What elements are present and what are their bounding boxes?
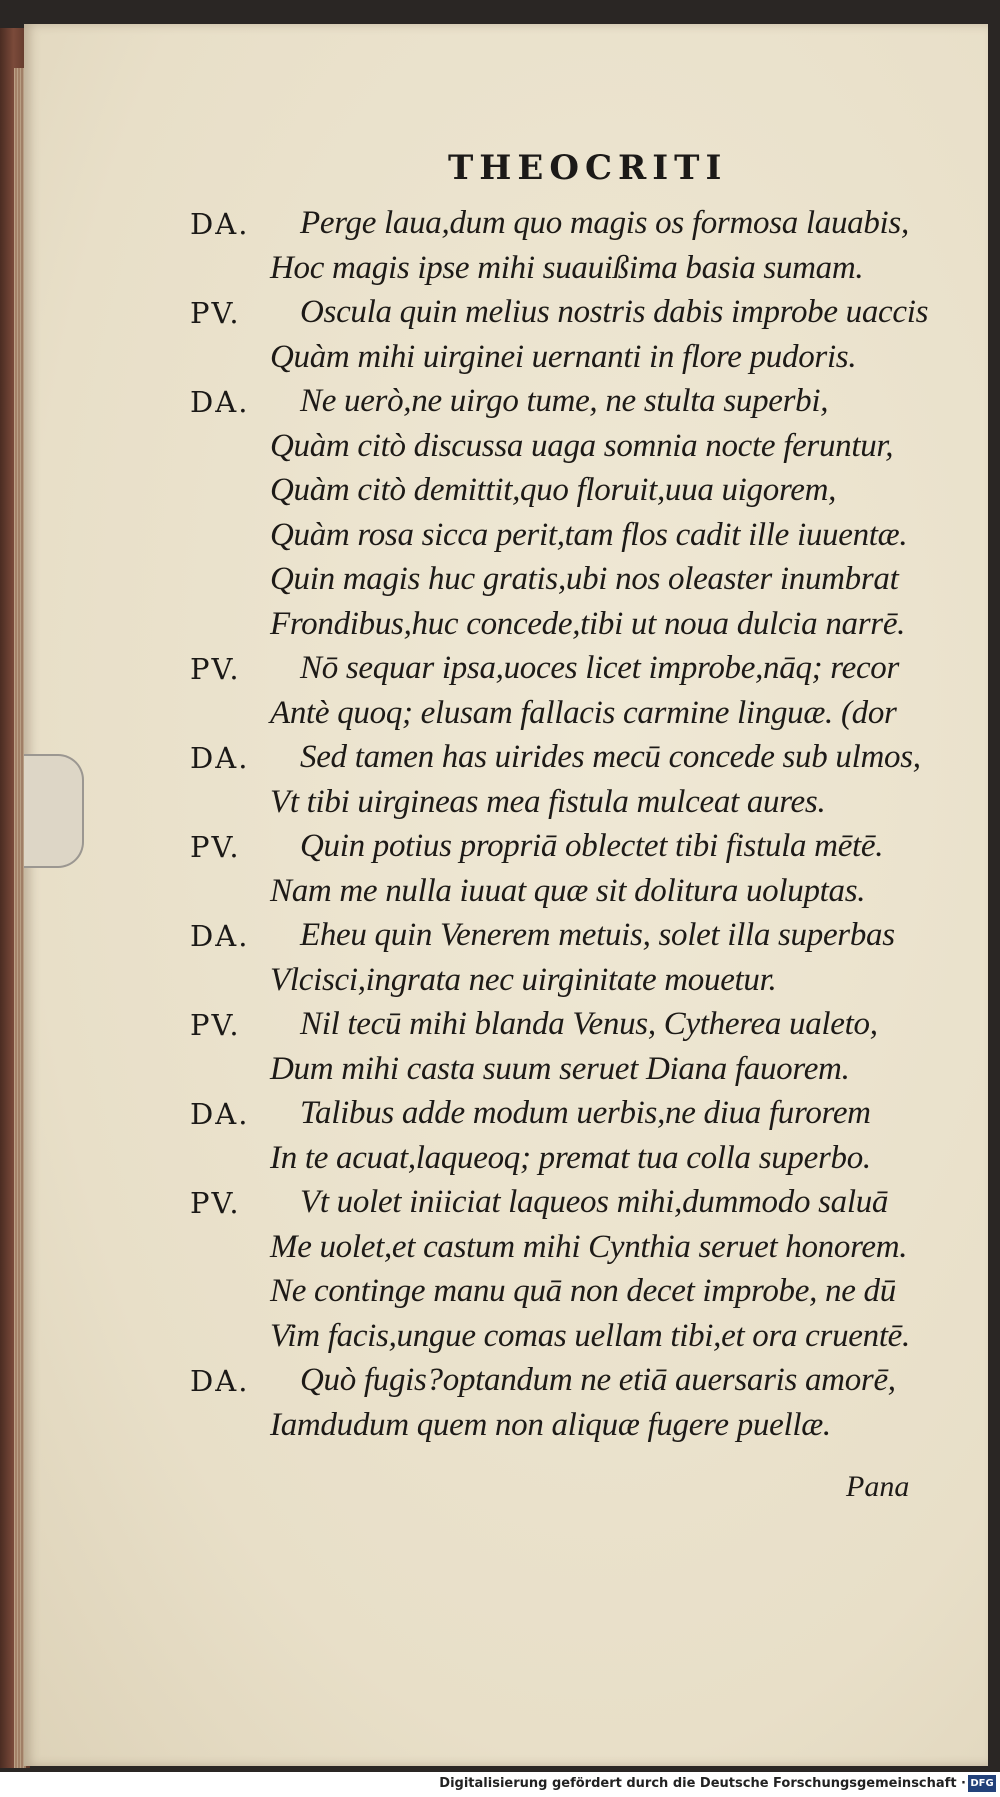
verse-text: Vt uolet iniiciat laqueos mihi,dummodo saluā [300,1184,889,1220]
verse-line [0,1273,1000,1317]
speaker-label: PV. [190,652,241,686]
speaker-label: DA. [190,919,250,953]
speaker-label: PV. [190,1186,241,1220]
verse-text: Sed tamen has uirides mecū concede sub ulmos, [300,739,921,775]
speaker-label: DA. [190,1364,250,1398]
speaker-label: DA. [190,1097,250,1131]
verse-line [0,205,1000,249]
verse-text: In te acuat,laqueoq; premat tua colla superbo. [270,1139,871,1176]
verse-line [0,695,1000,739]
verse-line [0,828,1000,872]
verse-text: Vim facis,ungue comas uellam tibi,et ora cruentē. [270,1317,910,1354]
verse-text: Antè quoq; elusam fallacis carmine linguæ. (dor [270,694,897,731]
dfg-logo: DFG [968,1775,996,1792]
verse-text: Quin potius propriā oblectet tibi fistula mētē. [300,828,884,864]
speaker-label: DA. [190,741,250,775]
verse-text: Nam me nulla iuuat quæ sit dolitura uoluptas. [270,872,866,909]
verse-line [0,428,1000,472]
verse-line [0,1095,1000,1139]
verse-line [0,917,1000,961]
verse-text: Perge laua,dum quo magis os formosa lauabis, [300,205,909,241]
verse-text: Eheu quin Venerem metuis, solet illa superbas [300,917,895,953]
verse-text: Vlcisci,ingrata nec uirginitate mouetur. [270,961,777,998]
verse-line [0,1184,1000,1228]
verse-line [0,1051,1000,1095]
speaker-label: PV. [190,296,241,330]
speaker-label: PV. [190,830,241,864]
verse-text: Iamdudum quem non aliquæ fugere puellæ. [270,1406,831,1443]
verse-text: Me uolet,et castum mihi Cynthia seruet honorem. [270,1228,908,1265]
verse-line [0,561,1000,605]
verse-line [0,784,1000,828]
verse-line [0,294,1000,338]
verse-text: Oscula quin melius nostris dabis improbe uaccis [300,294,929,330]
verse-text: Quin magis huc gratis,ubi nos oleaster inumbrat [270,561,899,597]
footer-bar [0,1772,1000,1797]
verse-line [0,739,1000,783]
verse-text: Ne continge manu quā non decet improbe, ne dū [270,1273,896,1309]
verse-line [0,250,1000,294]
speaker-label: DA. [190,207,250,241]
verse-line [0,472,1000,516]
verse-line [0,383,1000,427]
verse-text: Quò fugis?optandum ne etiā auersaris amorē, [300,1362,896,1398]
verse-line [0,1006,1000,1050]
verse-text: Dum mihi casta suum seruet Diana fauorem. [270,1050,850,1087]
catchword: Pana [846,1470,910,1503]
verse-line [0,606,1000,650]
verse-text: Quàm citò demittit,quo floruit,uua uigorem, [270,472,837,508]
verse-line [0,1407,1000,1451]
speaker-label: DA. [190,385,250,419]
running-head: THEOCRITI [448,148,728,188]
verse-line [0,1229,1000,1273]
verse-line [0,339,1000,383]
funding-credit: Digitalisierung gefördert durch die Deutsche Forschungsgemeinschaft · [439,1776,966,1791]
verse-text: Ne uerò,ne uirgo tume, ne stulta superbi, [300,383,829,419]
speaker-label: PV. [190,1008,241,1042]
verse-text: Nil tecū mihi blanda Venus, Cytherea ualeto, [300,1006,878,1042]
verse-text: Quàm mihi uirginei uernanti in flore pudoris. [270,338,857,375]
verse-text: Hoc magis ipse mihi suauißima basia sumam. [270,249,864,286]
verse-line [0,517,1000,561]
verse-text: Talibus adde modum uerbis,ne diua furorem [300,1095,871,1131]
verse-line [0,1140,1000,1184]
verse-text: Quàm citò discussa uaga somnia nocte feruntur, [270,427,894,464]
verse-line [0,1318,1000,1362]
verse-line [0,873,1000,917]
verse-line [0,962,1000,1006]
verse-text: Quàm rosa sicca perit,tam flos cadit ille iuuentæ. [270,516,908,553]
verse-text: Vt tibi uirgineas mea fistula mulceat aures. [270,783,826,820]
verse-line [0,1362,1000,1406]
verse-line [0,650,1000,694]
verse-text: Frondibus,huc concede,tibi ut noua dulcia narrē. [270,605,906,642]
verse-text: Nō sequar ipsa,uoces licet improbe,nāq; recor [300,650,900,686]
